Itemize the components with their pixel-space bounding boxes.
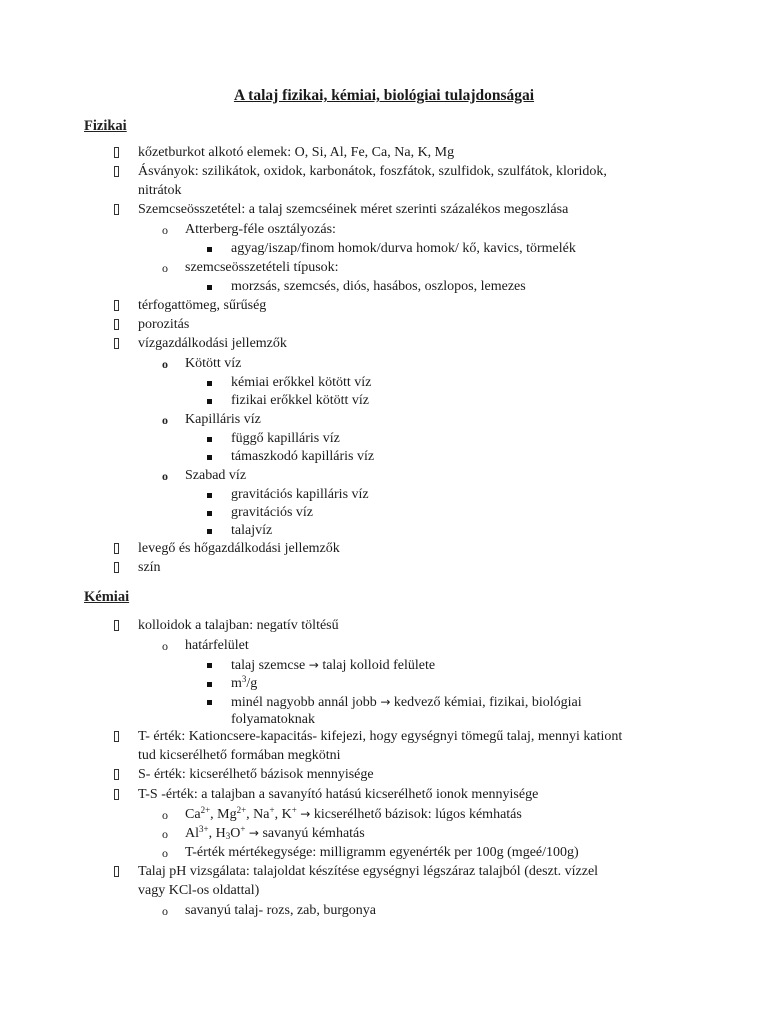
filled-square-bullet-icon: [207, 239, 212, 257]
list-item: Szemcseösszetétel: a talaj szemcséinek méret szerinti százalékos megoszlása: [138, 202, 569, 217]
list-item: határfelület: [185, 638, 249, 653]
superscript: +: [269, 805, 275, 815]
filled-square-bullet-icon: [207, 277, 212, 295]
item-text: /g: [246, 676, 258, 691]
list-item: Kötött víz: [185, 356, 242, 371]
right-arrow-icon: →: [300, 807, 311, 821]
list-item: szemcseösszetételi típusok:: [185, 260, 339, 275]
list-item: savanyú talaj- rozs, zab, burgonya: [185, 903, 377, 918]
circle-bullet-icon: o: [162, 639, 168, 653]
square-bullet-icon: [114, 336, 119, 354]
square-bullet-icon: [114, 560, 119, 578]
circle-bullet-icon: o: [162, 904, 168, 918]
superscript: 2+: [236, 805, 247, 815]
list-item: térfogattömeg, sűrűség: [138, 298, 267, 313]
item-text: talaj kolloid felülete: [322, 658, 436, 673]
item-text: m: [231, 676, 242, 691]
list-item: szín: [138, 560, 161, 575]
square-bullet-icon: [114, 317, 119, 335]
list-item: T-S -érték: a talajban a savanyító hatású kicserélhető ionok mennyisége: [138, 787, 539, 802]
page-title: A talaj fizikai, kémiai, biológiai tulajdonságai: [233, 87, 535, 104]
list-item: T-érték mértékegysége: milligramm egyenérték per 100g (mgeé/100g): [185, 845, 579, 860]
superscript: 3: [241, 674, 247, 684]
list-item: talajvíz: [231, 523, 273, 538]
filled-square-bullet-icon: [207, 429, 212, 447]
circle-bullet-icon: o: [162, 827, 168, 841]
filled-square-bullet-icon: [207, 391, 212, 409]
item-text: savanyú kémhatás: [262, 826, 365, 841]
list-item: porozitás: [138, 317, 190, 332]
list-item: Talaj pH vizsgálata: talajoldat készítése egységnyi légszáraz talajból (deszt. vízzel: [138, 864, 599, 879]
circle-bullet-icon: o: [162, 413, 168, 427]
filled-square-bullet-icon: [207, 521, 212, 539]
square-bullet-icon: [114, 618, 119, 636]
filled-square-bullet-icon: [207, 655, 212, 673]
list-item-continuation: tud kicserélhető formában megkötni: [138, 748, 341, 763]
list-item: T- érték: Kationcsere-kapacitás- kifejezi, hogy egységnyi tömegű talaj, mennyi kationt: [138, 729, 623, 744]
list-item: [231, 693, 582, 712]
superscript: +: [291, 805, 297, 815]
list-item: Atterberg-féle osztályozás:: [185, 222, 336, 237]
square-bullet-icon: [114, 164, 119, 182]
subscript: 3: [225, 831, 231, 841]
ion-text: Ca: [185, 807, 201, 822]
right-arrow-icon: →: [308, 658, 319, 672]
circle-bullet-icon: o: [162, 469, 168, 483]
square-bullet-icon: [114, 298, 119, 316]
item-text: talaj szemcse: [231, 658, 306, 673]
circle-bullet-icon: o: [162, 357, 168, 371]
list-item-continuation: nitrátok: [138, 183, 182, 198]
list-item: vízgazdálkodási jellemzők: [138, 336, 287, 351]
list-item: morzsás, szemcsés, diós, hasábos, oszlopos, lemezes: [231, 279, 526, 294]
list-item-continuation: folyamatoknak: [231, 712, 315, 727]
circle-bullet-icon: o: [162, 808, 168, 822]
filled-square-bullet-icon: [207, 485, 212, 503]
filled-square-bullet-icon: [207, 674, 212, 692]
superscript: 3+: [199, 824, 209, 834]
list-item: Ásványok: szilikátok, oxidok, karbonátok, foszfátok, szulfidok, szulfátok, kloridok,: [138, 164, 607, 179]
list-item: fizikai erőkkel kötött víz: [231, 393, 370, 408]
ion-text: , K: [274, 807, 292, 822]
list-item: kolloidok a talajban: negatív töltésű: [138, 618, 339, 633]
ion-text: , Mg: [210, 807, 237, 822]
square-bullet-icon: [114, 145, 119, 163]
list-item: függő kapilláris víz: [231, 431, 340, 446]
circle-bullet-icon: o: [162, 846, 168, 860]
list-item: gravitációs kapilláris víz: [231, 487, 369, 502]
square-bullet-icon: [114, 202, 119, 220]
filled-square-bullet-icon: [207, 373, 212, 391]
circle-bullet-icon: o: [162, 223, 168, 237]
right-arrow-icon: →: [380, 695, 391, 709]
superscript: +: [240, 824, 246, 834]
ion-text: , Na: [246, 807, 270, 822]
list-item: kémiai erőkkel kötött víz: [231, 375, 372, 390]
circle-bullet-icon: o: [162, 261, 168, 275]
section-heading-kemiai: Kémiai: [84, 589, 130, 605]
square-bullet-icon: [114, 767, 119, 785]
filled-square-bullet-icon: [207, 447, 212, 465]
square-bullet-icon: [114, 541, 119, 559]
list-item: agyag/iszap/finom homok/durva homok/ kő, kavics, törmelék: [231, 241, 576, 256]
list-item: [231, 656, 435, 675]
list-item: kőzetburkot alkotó elemek: O, Si, Al, Fe, Ca, Na, K, Mg: [138, 145, 455, 160]
ion-text: , H: [208, 826, 226, 841]
list-item: [231, 675, 257, 693]
square-bullet-icon: [114, 729, 119, 747]
filled-square-bullet-icon: [207, 503, 212, 521]
list-item-continuation: vagy KCl-os oldattal): [138, 883, 260, 898]
ion-text: Al: [185, 826, 199, 841]
list-item: [185, 805, 522, 824]
item-text: minél nagyobb annál jobb: [231, 695, 377, 710]
item-text: kedvező kémiai, fizikai, biológiai: [393, 695, 582, 710]
filled-square-bullet-icon: [207, 692, 212, 710]
list-item: levegő és hőgazdálkodási jellemzők: [138, 541, 340, 556]
list-item: [185, 824, 365, 843]
section-heading-fizikai: Fizikai: [84, 118, 127, 134]
list-item: Kapilláris víz: [185, 412, 261, 427]
list-item: S- érték: kicserélhető bázisok mennyisége: [138, 767, 374, 782]
list-item: támaszkodó kapilláris víz: [231, 449, 375, 464]
right-arrow-icon: →: [248, 826, 259, 840]
square-bullet-icon: [114, 864, 119, 882]
square-bullet-icon: [114, 787, 119, 805]
ion-text: O: [230, 826, 241, 841]
list-item: Szabad víz: [185, 468, 247, 483]
item-text: kicserélhető bázisok: lúgos kémhatás: [313, 807, 522, 822]
list-item: gravitációs víz: [231, 505, 314, 520]
superscript: 2+: [200, 805, 211, 815]
